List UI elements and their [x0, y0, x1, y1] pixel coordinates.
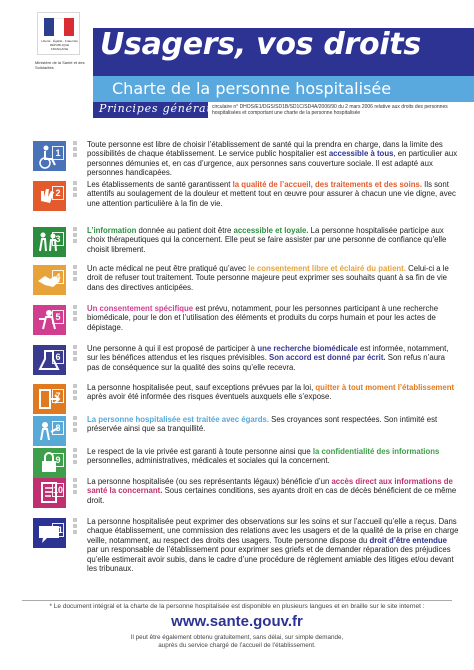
consent-icon [33, 305, 66, 335]
principle-text-segment: Le respect de la vie privée est garanti à toute personne ainsi que [87, 447, 313, 456]
principle-text-segment: est informée, notamment, sur les bénéfices attendus et les risques prévisibles. [87, 344, 449, 363]
row-marker [73, 141, 79, 159]
principle-highlight: accès direct aux informations de santé la concernant. [87, 477, 453, 496]
footer-divider [22, 600, 452, 601]
principle-highlight: droit d’être entendue [369, 535, 447, 545]
bottom-note-line-2: auprès du service chargé de l’accueil de l’établissement. [158, 642, 316, 649]
principle-number: 1 [52, 146, 64, 160]
principle-highlight: quitter à tout moment l’établissement [315, 383, 455, 392]
principle-text [87, 140, 459, 178]
principle-highlight: Son accord est donné par écrit. [269, 353, 386, 363]
ministry-name: Ministère de la Santé et des Solidarités [35, 60, 85, 70]
principle-text [87, 415, 459, 434]
principle-text [87, 383, 459, 402]
principle-text-segment: Toute personne est libre de choisir l’établissement de santé qui la prendra en charge, dans la limite des possibilités de chaque établissement. Le service public hospitalier est [87, 140, 443, 159]
principle-highlight: L’information [87, 226, 137, 235]
principle-number: 5 [52, 310, 64, 324]
row-marker [73, 265, 79, 283]
principle-highlight: accessible à tous [328, 149, 394, 159]
row-marker [73, 227, 79, 245]
principle-text-segment: La personne hospitalisée peut exprimer des observations sur les soins et sur l’accueil qu’elle a reçus. Dans chaque établissement, une commission des relations avec les usagers et de la qualité de la prise en charge veille, notamment, au respect des droits des usagers. Toute personne dispose du [87, 517, 459, 545]
wheelchair-icon [33, 141, 66, 171]
principle-text-segment: La personne hospitalisée participe aux choix thérapeutiques qui la concernent. Elle peut se faire assister par une personne de confiance qu’elle choisit librement. [87, 226, 447, 254]
principle-text-segment: par un responsable de l’établissement pour exprimer ses griefs et de demander réparation des préjudices qu’elle estimerait avoir subis, dans le cadre d’une procédure de règlement amiable des litiges et/ou devant les tribunaux. [87, 545, 454, 574]
principle-text-segment: La personne hospitalisée peut, sauf exceptions prévues par la loi, [87, 383, 316, 392]
principle-number: 10 [53, 485, 64, 495]
people-icon [33, 227, 66, 257]
principle-text-segment: Ses croyances sont respectées. Son intimité est préservée ainsi que sa tranquillité. [87, 415, 438, 434]
row-marker [73, 448, 79, 466]
row-marker [73, 478, 79, 496]
privacy-icon [33, 448, 66, 478]
page-title: Usagers, vos droits [100, 27, 421, 62]
speech-icon [33, 518, 66, 548]
exit-icon [33, 384, 66, 414]
principle-text-segment: , en particulier aux personnes démunies et, en cas d’urgence, aux personnes sans couverture sociale. Il est adapté aux personnes handicapées. [87, 149, 458, 178]
principle-text [87, 447, 459, 466]
principle-highlight: accessible et loyale. [233, 226, 309, 235]
principle-number: 2 [52, 186, 64, 200]
logo-motto: Liberté · Égalité · Fraternité RÉPUBLIQUE FRANÇAISE [41, 39, 78, 51]
principle-number: 3 [52, 232, 64, 246]
principle-text [87, 344, 459, 372]
circulaire-reference: circulaire n° DHOS/E1/DGS/SD1B/SD1C/SD4A/2006/90 du 2 mars 2006 relative aux droits des personnes hospitalisées et comportant une charte de la personne hospitalisée [212, 104, 448, 116]
principle-text-segment: Un acte médical ne peut être pratiqué qu’avec [87, 264, 249, 273]
principle-number: 4 [52, 270, 64, 284]
principle-number: 11 [53, 525, 63, 535]
principle-text-segment: Les établissements de santé garantissent [87, 180, 233, 189]
principes-label: Principes généraux* [99, 102, 228, 115]
principle-number: 8 [52, 421, 64, 435]
principle-highlight: Un consentement spécifique [87, 304, 194, 313]
principle-text-segment: personnelles, administratives, médicales et sociales qui la concernent. [87, 456, 330, 466]
principle-text-segment: donnée au patient doit être [136, 226, 234, 235]
principle-text-segment: Une personne à qui il est proposé de participer à [87, 344, 258, 353]
handshake-icon [33, 265, 66, 295]
principle-number: 9 [52, 453, 64, 467]
principle-highlight: la confidentialité des informations [312, 447, 440, 456]
document-icon [33, 478, 66, 508]
principle-text-segment: est prévu, notamment, pour les personnes participant à une recherche biomédicale, pour le don et l’utilisation des éléments et produits du corps humain et pour les actes de dépistage. [87, 304, 439, 332]
principle-text-segment: Celui-ci a le droit de refuser tout traitement. Toute personne majeure peut exprimer ses souhaits quant à sa fin de vie dans des directives anticipées. [87, 264, 449, 292]
principle-highlight: la qualité de l’accueil, des traitements et des soins. [232, 180, 423, 189]
principle-text [87, 264, 459, 292]
principle-text-segment: après avoir été informée des risques éventuels auxquels elle s’expose. [87, 392, 332, 402]
principle-text-segment: La personne hospitalisée (ou ses représentants légaux) bénéficie d’un [87, 477, 332, 486]
row-marker [73, 305, 79, 323]
principle-number: 7 [52, 389, 64, 403]
row-marker [73, 416, 79, 434]
principle-highlight: La personne hospitalisée est traitée avec égards. [87, 415, 270, 424]
principle-text [87, 477, 459, 505]
hand-icon [33, 181, 66, 211]
row-marker [73, 345, 79, 363]
page-subtitle: Charte de la personne hospitalisée [112, 79, 392, 98]
bottom-note [0, 634, 474, 650]
principle-text-segment: Ils sont attentifs au soulagement de la douleur et mettent tout en œuvre pour assurer à chacun une vie digne, avec une attention particulière à la fin de vie. [87, 180, 456, 208]
principle-highlight: le consentement libre et éclairé du patient. [248, 264, 406, 273]
principle-text [87, 226, 459, 254]
respect-icon [33, 416, 66, 446]
bottom-note-line-1: Il peut être également obtenu gratuitement, sans délai, sur simple demande, [130, 634, 344, 641]
principle-text-segment: Sous certaines conditions, ses ayants droit en cas de décès bénéficient de ce même droit. [87, 486, 457, 505]
row-marker [73, 518, 79, 536]
principle-text [87, 180, 459, 208]
website-link[interactable]: www.sante.gouv.fr [171, 613, 303, 630]
row-marker [73, 384, 79, 402]
research-icon [33, 345, 66, 375]
principle-text [87, 517, 459, 573]
principle-text-segment: Son refus n’aura pas de conséquence sur la qualité des soins qu’elle recevra. [87, 353, 445, 372]
row-marker [73, 181, 79, 199]
principle-highlight: une recherche biomédicale [257, 344, 358, 353]
principle-text [87, 304, 459, 332]
footnote: * Le document intégral et la charte de la personne hospitalisée est disponible en plusieurs langues et en braille sur le site internet : [49, 603, 425, 610]
principle-number: 6 [52, 350, 64, 364]
